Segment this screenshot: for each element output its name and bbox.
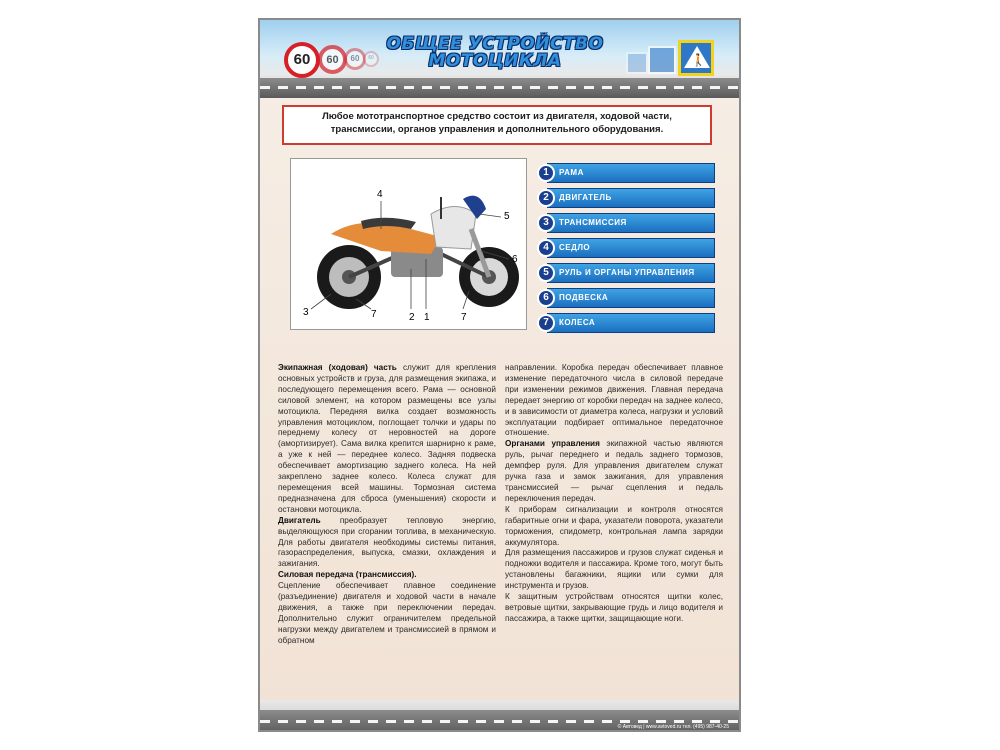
callout-label: 4 <box>377 189 383 200</box>
road-markings <box>260 86 739 89</box>
paragraph-body: экипажной частью являются руль, рычаг переднего и педаль заднего тормозов, демпфер руля. Для управления двигателем служат ручка газа и замок зажигания, для управления трансмиссией — рычаг сцепления и педаль переключения передач. <box>505 439 723 503</box>
part-label: ПОДВЕСКА <box>559 293 609 302</box>
part-number: 6 <box>537 289 555 307</box>
part-item <box>537 238 717 259</box>
paragraph: направлении. Коробка передач обеспечивает плавное изменение передаточного числа в силовой передаче при изменении режимов движения. Главная передача передает энергию от коробки передач на заднее колесо, и в зависимости от диаметра колеса, нагрузки и условий эксплуатации подбирает оптимальное передаточное отношение. <box>505 363 723 438</box>
callout-label: 3 <box>303 307 309 318</box>
road-markings <box>260 720 739 723</box>
paragraph: Для размещения пассажиров и грузов служат сиденья и подножки водителя и пассажира. Кроме того, могут быть установлены багажники, ящики или сумки для инструмента и грузов. <box>505 548 723 591</box>
pedestrian-crossing-sign-icon: 🚶 <box>678 40 714 76</box>
part-item <box>537 188 717 209</box>
poster-title <box>370 36 620 70</box>
paragraph: Сцепление обеспечивает плавное соединение (разъединение) двигателя и ходовой части в начале движения, а также при переключении передач. Дополнительно служит ограничителем предельной нагрузки между двигателем и трансмиссией в прямом и обратном <box>278 581 496 645</box>
part-item <box>537 288 717 309</box>
paragraph: К защитным устройствам относятся щитки колес, ветровые щитки, закрывающие грудь и лицо водителя и пассажира, а также щитки, защищающие ноги. <box>505 592 723 623</box>
callout-label: 7 <box>371 309 377 320</box>
callout-label: 7 <box>461 312 467 323</box>
speed-limit-sign-icon: 60 <box>318 45 347 74</box>
callout-label: 6 <box>512 254 518 265</box>
paragraph-body: служит для крепления основных устройств и груза, для размещения экипажа, и последующего перемещения всего. Рама — основной силовой элемент, на котором размещены все узлы мотоцикла. Передняя вилка создает возможность управления мотоциклом, поглощает толчки и удары по переднему колесу от неровностей на дороге (амортизирует). Сама вилка крепится шарнирно к раме, а уже к ней — переднее колесо. Задняя подвеска обеспечивает амортизацию заднего колеса. На ней закреплено заднее колесо. Колеса служат для перемещения всей машины. Тормозная система предназначена для сброса (уменьшения) скорости и остановки мотоцикла. <box>278 363 497 514</box>
part-label: РУЛЬ И ОРГАНЫ УПРАВЛЕНИЯ <box>559 268 695 277</box>
part-label: ТРАНСМИССИЯ <box>559 218 627 227</box>
title-line-2: МОТОЦИКЛА <box>428 51 562 71</box>
paragraph-heading: Силовая передача (трансмиссия). <box>278 570 417 580</box>
text-column-right <box>505 363 723 625</box>
paragraph-heading: Органами управления <box>505 439 600 449</box>
poster-header <box>260 20 739 98</box>
part-label: КОЛЕСА <box>559 318 596 327</box>
part-number: 2 <box>537 189 555 207</box>
motorcycle-diagram <box>290 158 527 330</box>
speed-limit-sign-icon: 60 <box>363 51 379 67</box>
callout-label: 2 <box>409 312 415 323</box>
part-item <box>537 263 717 284</box>
publisher-credit: © Автовед | www.avtoved.ru тел. (495) 987-40-25 <box>617 724 729 730</box>
speed-limit-sign-icon: 60 <box>344 48 366 70</box>
callout-label: 5 <box>504 211 510 222</box>
intro-box: Любое мототранспортное средство состоит из двигателя, ходовой части, трансмиссии, органов управления и дополнительного оборудования. <box>282 105 712 145</box>
motorcycle-illustration <box>291 159 526 329</box>
paragraph <box>505 439 723 504</box>
paragraph-body: преобразует тепловую энергию, выделяющуюся при сгорании топлива, в механическую. Для работы двигателя необходимы системы питания, газораспределения, выпуска, смазки, охлаждения и зажигания. <box>278 515 496 569</box>
paragraph <box>278 363 496 516</box>
part-number: 5 <box>537 264 555 282</box>
part-number: 4 <box>537 239 555 257</box>
part-label: РАМА <box>559 168 584 177</box>
text-column-left <box>278 363 496 647</box>
part-label: СЕДЛО <box>559 243 591 252</box>
paragraph <box>278 570 496 581</box>
callout-label: 1 <box>424 312 430 323</box>
part-item <box>537 213 717 234</box>
pedestrian-crossing-sign-icon <box>648 46 676 74</box>
paragraph: К приборам сигнализации и контроля относятся габаритные огни и фара, указатели поворота, указатели торможения, спидометр, контрольная лампа зарядки аккумулятора. <box>505 504 723 547</box>
paragraph <box>278 516 496 571</box>
paragraph-heading: Двигатель <box>278 515 321 525</box>
part-number: 7 <box>537 314 555 332</box>
paragraph-heading: Экипажная (ходовая) часть <box>278 363 397 372</box>
speed-limit-sign-icon: 60 <box>284 42 320 78</box>
poster-footer <box>260 700 739 732</box>
pedestrian-crossing-sign-icon <box>626 52 648 74</box>
part-label: ДВИГАТЕЛЬ <box>559 193 612 202</box>
part-number: 1 <box>537 164 555 182</box>
parts-legend <box>537 163 717 338</box>
part-number: 3 <box>537 214 555 232</box>
title-line-1: ОБЩЕЕ УСТРОЙСТВО <box>386 34 604 54</box>
part-item <box>537 313 717 334</box>
part-item <box>537 163 717 184</box>
poster <box>258 18 741 732</box>
